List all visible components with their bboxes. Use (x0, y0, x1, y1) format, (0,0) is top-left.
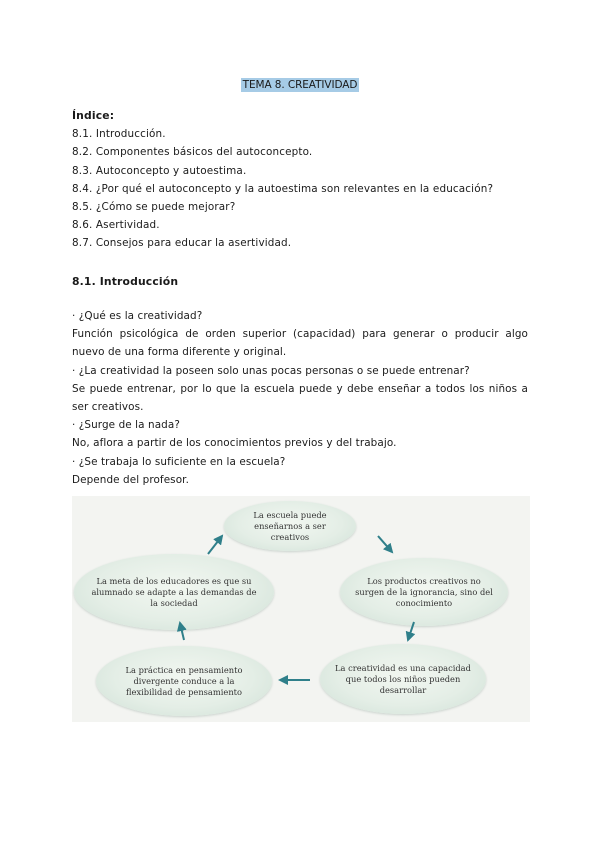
answer-line: No, aflora a partir de los conocimientos previos y del trabajo. (72, 437, 397, 450)
diagram-node-right-text: Los productos creativos no surgen de la ignorancia, sino del conocimiento (355, 575, 493, 608)
index-item: 8.1. Introducción. (72, 128, 166, 141)
title-container (0, 73, 600, 92)
diagram-arrows (72, 496, 530, 722)
question-line: · ¿Qué es la creatividad? (72, 310, 203, 322)
answer-line: Se puede entrenar, por lo que la escuela puede y debe enseñar a todos los niños a (72, 382, 528, 395)
diagram-node-top-text: La escuela puede enseñarnos a ser creativos (253, 509, 327, 542)
index-item: 8.2. Componentes básicos del autoconcepto. (72, 146, 313, 159)
index-heading: Índice: (72, 109, 115, 122)
index-item: 8.5. ¿Cómo se puede mejorar? (72, 200, 236, 213)
question-line: · ¿La creatividad la poseen solo unas pocas personas o se puede entrenar? (72, 364, 470, 377)
answer-line: ser creativos. (72, 400, 144, 413)
page-title: TEMA 8. CREATIVIDAD (242, 79, 358, 91)
diagram-node-left-text: La meta de los educadores es que su alumnado se adapte a las demandas de la sociedad (91, 575, 257, 608)
arrow-left-to-top (208, 536, 222, 554)
question-line: · ¿Se trabaja lo suficiente en la escuela? (72, 455, 286, 468)
index-item: 8.7. Consejos para educar la asertividad. (72, 237, 292, 250)
diagram-node-bottom-right-text: La creatividad es una capacidad que todos los niños pueden desarrollar (335, 662, 471, 695)
index-item: 8.6. Asertividad. (72, 219, 160, 232)
question-line: · ¿Surge de la nada? (72, 419, 180, 432)
arrow-right-to-bottom-right (408, 622, 414, 640)
section-heading-wrap (72, 273, 532, 291)
arrow-top-to-right (378, 536, 392, 552)
creativity-cycle-diagram (72, 496, 530, 722)
index-item: 8.4. ¿Por qué el autoconcepto y la autoestima son relevantes en la educación? (72, 182, 494, 195)
index-item: 8.3. Autoconcepto y autoestima. (72, 164, 247, 177)
section-heading: 8.1. Introducción (72, 275, 179, 288)
arrow-bottom-left-to-left (180, 623, 184, 640)
answer-line: nuevo de una forma diferente y original. (72, 346, 287, 359)
answer-line: Función psicológica de orden superior (capacidad) para generar o producir algo (72, 328, 528, 341)
section-body (72, 307, 528, 489)
answer-line: Depende del profesor. (72, 473, 189, 486)
diagram-node-bottom-left-text: La práctica en pensamiento divergente conduce a la flexibilidad de pensamiento (125, 664, 243, 697)
index-section (72, 107, 532, 253)
